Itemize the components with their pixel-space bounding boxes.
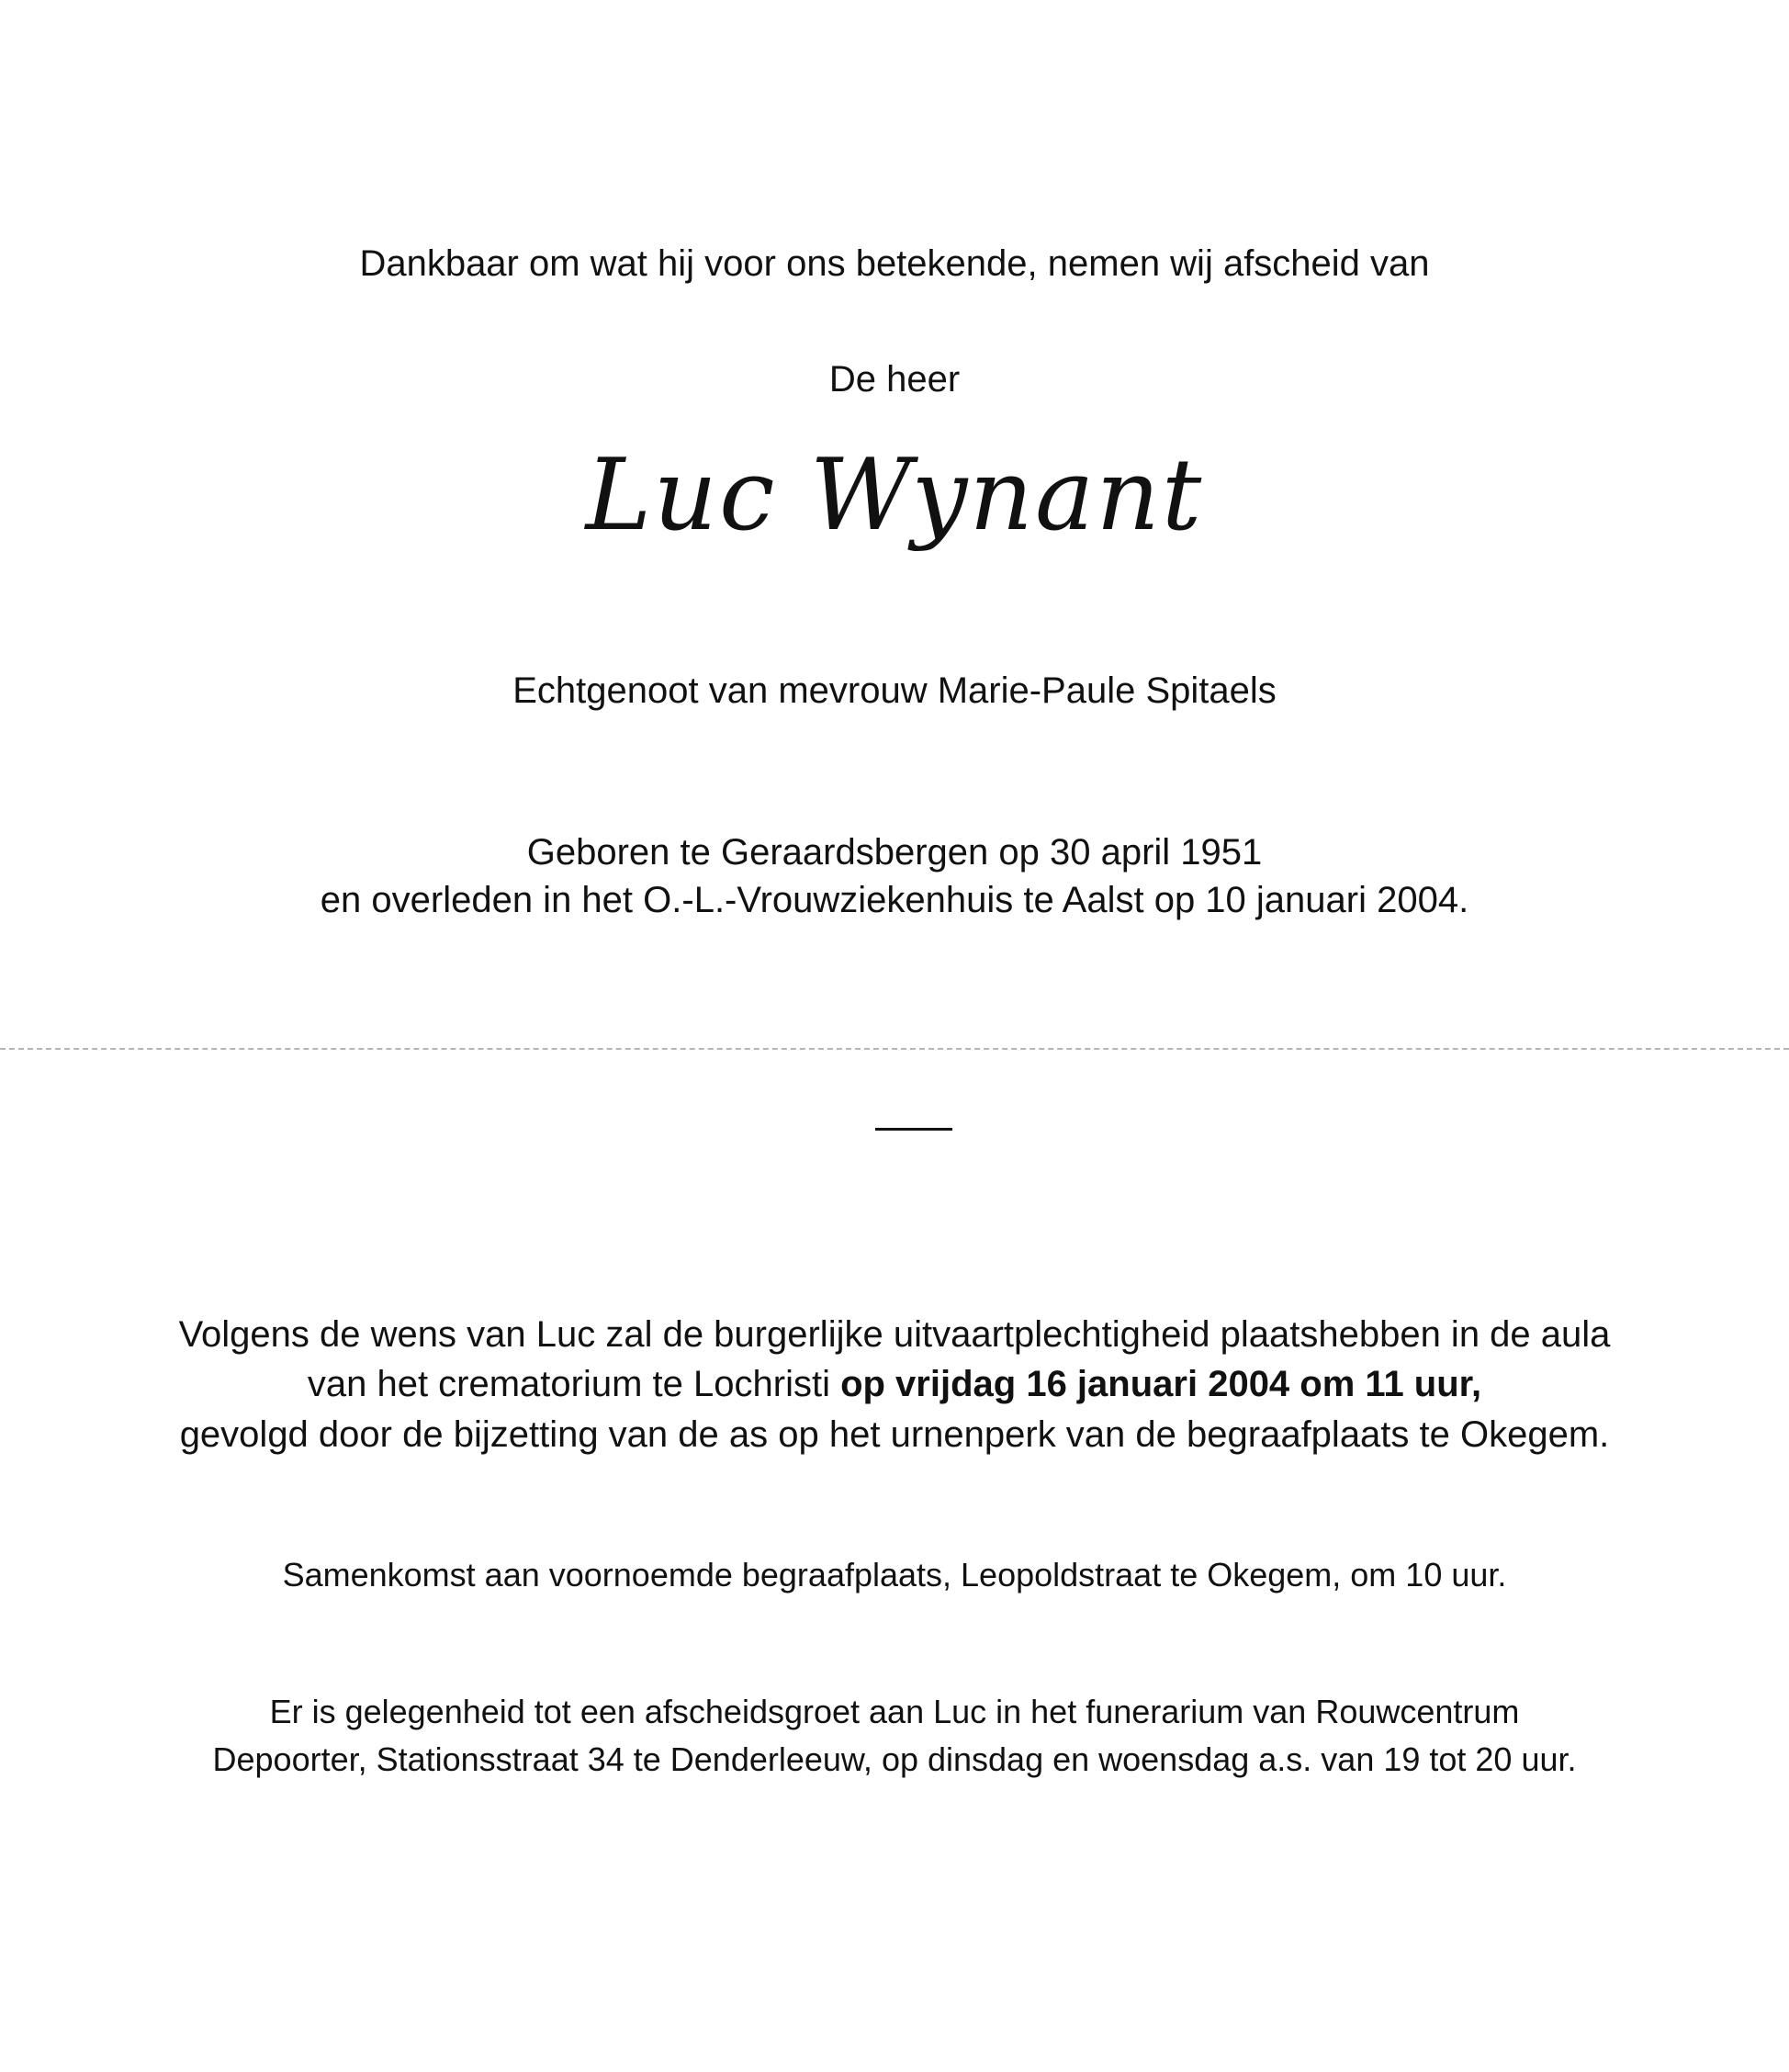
separator-dash <box>875 1128 952 1131</box>
gathering-line: Samenkomst aan voornoemde begraafplaats, Leopoldstraat te Okegem, om 10 uur. <box>282 1556 1507 1593</box>
intro-text: Dankbaar om wat hij voor ons betekende, nemen wij afscheid van <box>359 243 1430 284</box>
death-line: en overleden in het O.-L.-Vrouwziekenhuis te Aalst op 10 januari 2004. <box>320 880 1469 920</box>
deceased-name: Luc Wynant <box>585 438 1204 553</box>
ceremony-location: van het crematorium te Lochristi <box>307 1364 841 1404</box>
ceremony-date-time: op vrijdag 16 januari 2004 om 11 uur, <box>840 1364 1482 1404</box>
farewell-line-1: Er is gelegenheid tot een afscheidsgroet aan Luc in het funerarium van Rouwcentrum <box>269 1693 1520 1730</box>
salutation: De heer <box>828 359 961 400</box>
birth-line: Geboren te Geraardsbergen op 30 april 1951 <box>526 832 1263 873</box>
spouse-line: Echtgenoot van mevrouw Marie-Paule Spitaels <box>512 670 1277 711</box>
ceremony-line-2 <box>0 1361 1789 1407</box>
ceremony-line-1: Volgens de wens van Luc zal de burgerlijke uitvaartplechtigheid plaatshebben in de aula <box>178 1314 1611 1355</box>
ceremony-line-3: gevolgd door de bijzetting van de as op het urnenperk van de begraafplaats te Okegem. <box>179 1414 1610 1455</box>
farewell-line-2: Depoorter, Stationsstraat 34 te Denderleeuw, op dinsdag en woensdag a.s. van 19 tot 20 uur. <box>212 1740 1577 1778</box>
fold-line <box>0 1048 1789 1050</box>
